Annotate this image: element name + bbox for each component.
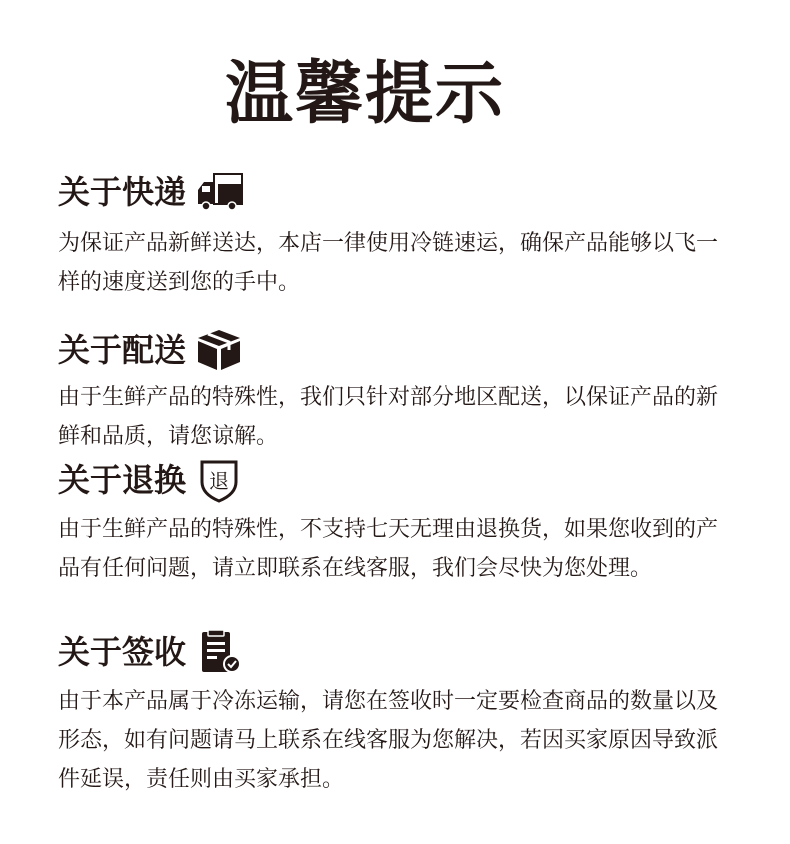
section-text-return: 由于生鲜产品的特殊性，不支持七天无理由退换货，如果您收到的产品有任何问题，请立即联系在线客服，我们会尽快为您处理。 [58,517,719,581]
section-heading-text: 关于快递 [58,173,187,211]
section-heading-express [58,168,244,216]
section-heading-signoff [58,628,244,676]
section-heading-text: 关于配送 [58,331,187,369]
page-title: 温馨提示 [224,55,505,134]
section-heading-delivery [58,326,244,374]
section-text-delivery: 由于生鲜产品的特殊性，我们只针对部分地区配送，以保证产品的新鲜和品质，请您谅解。 [58,385,719,449]
package-box-icon [194,326,244,374]
return-shield-label: 退 [209,469,230,493]
return-shield-icon [194,456,244,504]
section-text-signoff: 由于本产品属于冷冻运输，请您在签收时一定要检查商品的数量以及形态，如有问题请马上联系在线客服为您解决，若因买家原因导致派件延误，责任则由买家承担。 [58,689,719,792]
section-heading-text: 关于签收 [58,633,187,671]
delivery-truck-icon [194,168,244,216]
section-heading-text: 关于退换 [58,461,187,499]
section-heading-return [58,456,244,504]
section-text-express: 为保证产品新鲜送达，本店一律使用冷链速运，确保产品能够以飞一样的速度送到您的手中。 [58,231,719,295]
checklist-clipboard-icon [194,628,244,676]
